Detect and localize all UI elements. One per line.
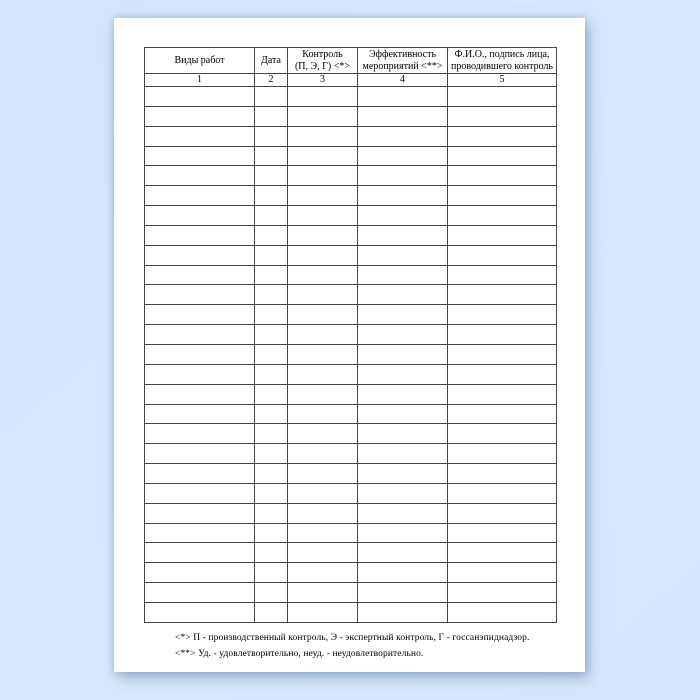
column-number-row bbox=[145, 74, 557, 87]
header-row bbox=[145, 48, 557, 74]
empty-cell bbox=[448, 424, 557, 444]
empty-cell bbox=[358, 602, 448, 622]
table-row bbox=[145, 206, 557, 226]
empty-cell bbox=[255, 245, 288, 265]
empty-cell bbox=[288, 523, 358, 543]
empty-cell bbox=[448, 543, 557, 563]
empty-cell bbox=[255, 583, 288, 603]
empty-cell bbox=[448, 404, 557, 424]
empty-cell bbox=[288, 106, 358, 126]
empty-cell bbox=[288, 146, 358, 166]
column-number-cell: 3 bbox=[288, 74, 358, 87]
empty-cell bbox=[358, 87, 448, 107]
empty-cell bbox=[448, 483, 557, 503]
empty-cell bbox=[288, 583, 358, 603]
empty-cell bbox=[288, 265, 358, 285]
empty-cell bbox=[255, 206, 288, 226]
empty-cell bbox=[255, 543, 288, 563]
empty-cell bbox=[145, 523, 255, 543]
empty-cell bbox=[288, 225, 358, 245]
empty-cell bbox=[358, 225, 448, 245]
empty-cell bbox=[448, 146, 557, 166]
empty-cell bbox=[448, 325, 557, 345]
empty-cell bbox=[145, 186, 255, 206]
empty-cell bbox=[288, 325, 358, 345]
footnotes bbox=[175, 630, 585, 662]
header-line: Контроль bbox=[302, 48, 343, 60]
empty-cell bbox=[288, 464, 358, 484]
empty-cell bbox=[448, 87, 557, 107]
empty-cell bbox=[358, 166, 448, 186]
empty-cell bbox=[358, 523, 448, 543]
table-row bbox=[145, 364, 557, 384]
empty-cell bbox=[448, 245, 557, 265]
empty-cell bbox=[145, 206, 255, 226]
empty-cell bbox=[145, 602, 255, 622]
empty-cell bbox=[358, 464, 448, 484]
table-row bbox=[145, 543, 557, 563]
empty-cell bbox=[358, 563, 448, 583]
header-line: Виды работ bbox=[174, 54, 225, 66]
table-row bbox=[145, 444, 557, 464]
table-row bbox=[145, 106, 557, 126]
empty-cell bbox=[358, 384, 448, 404]
empty-cell bbox=[255, 166, 288, 186]
empty-cell bbox=[255, 364, 288, 384]
header-line: Эффективность bbox=[368, 48, 437, 60]
empty-cell bbox=[145, 424, 255, 444]
empty-cell bbox=[448, 523, 557, 543]
table-row bbox=[145, 87, 557, 107]
column-header-work-types bbox=[145, 48, 255, 74]
empty-cell bbox=[145, 126, 255, 146]
empty-cell bbox=[145, 305, 255, 325]
document-page bbox=[114, 18, 585, 672]
empty-cell bbox=[255, 344, 288, 364]
empty-cell bbox=[255, 503, 288, 523]
empty-cell bbox=[358, 483, 448, 503]
empty-cell bbox=[288, 166, 358, 186]
empty-cell bbox=[358, 106, 448, 126]
empty-cell bbox=[288, 543, 358, 563]
empty-cell bbox=[145, 464, 255, 484]
empty-cell bbox=[255, 563, 288, 583]
table-row bbox=[145, 265, 557, 285]
table-row bbox=[145, 146, 557, 166]
table-row bbox=[145, 344, 557, 364]
empty-cell bbox=[145, 563, 255, 583]
empty-cell bbox=[448, 602, 557, 622]
empty-cell bbox=[288, 602, 358, 622]
header-line: Дата bbox=[261, 54, 281, 66]
control-log-table bbox=[144, 47, 557, 623]
empty-cell bbox=[145, 583, 255, 603]
empty-cell bbox=[145, 87, 255, 107]
footnote-line: <*> П - производственный контроль, Э - экспертный контроль, Г - госсанэпиднадзор. bbox=[175, 632, 530, 643]
empty-cell bbox=[288, 364, 358, 384]
table-row bbox=[145, 285, 557, 305]
column-header-control bbox=[288, 48, 358, 74]
table-row bbox=[145, 602, 557, 622]
empty-cell bbox=[255, 186, 288, 206]
empty-cell bbox=[145, 285, 255, 305]
empty-cell bbox=[448, 265, 557, 285]
table-row bbox=[145, 325, 557, 345]
header-line: проводившего контроль bbox=[451, 60, 553, 72]
empty-cell bbox=[288, 186, 358, 206]
empty-cell bbox=[448, 503, 557, 523]
table-row bbox=[145, 166, 557, 186]
empty-cell bbox=[358, 285, 448, 305]
empty-cell bbox=[255, 444, 288, 464]
empty-cell bbox=[448, 166, 557, 186]
header-line: (П, Э, Г) <*> bbox=[294, 60, 351, 72]
empty-cell bbox=[358, 543, 448, 563]
empty-cell bbox=[448, 583, 557, 603]
empty-cell bbox=[255, 404, 288, 424]
table-row bbox=[145, 245, 557, 265]
empty-cell bbox=[288, 384, 358, 404]
empty-cell bbox=[255, 464, 288, 484]
empty-cell bbox=[448, 186, 557, 206]
page-content bbox=[114, 18, 585, 662]
table-row bbox=[145, 384, 557, 404]
table-row bbox=[145, 523, 557, 543]
empty-cell bbox=[255, 146, 288, 166]
empty-cell bbox=[358, 424, 448, 444]
table-row bbox=[145, 503, 557, 523]
empty-cell bbox=[145, 245, 255, 265]
column-header-effectiveness bbox=[358, 48, 448, 74]
empty-cell bbox=[288, 503, 358, 523]
empty-cell bbox=[448, 464, 557, 484]
empty-cell bbox=[288, 126, 358, 146]
empty-cell bbox=[145, 225, 255, 245]
empty-cell bbox=[255, 523, 288, 543]
empty-cell bbox=[255, 225, 288, 245]
table-body bbox=[145, 87, 557, 623]
empty-cell bbox=[358, 583, 448, 603]
empty-cell bbox=[358, 404, 448, 424]
empty-cell bbox=[145, 384, 255, 404]
empty-cell bbox=[145, 146, 255, 166]
empty-cell bbox=[288, 483, 358, 503]
empty-cell bbox=[358, 305, 448, 325]
table-row bbox=[145, 186, 557, 206]
empty-cell bbox=[358, 444, 448, 464]
empty-cell bbox=[448, 126, 557, 146]
empty-cell bbox=[145, 325, 255, 345]
empty-cell bbox=[288, 424, 358, 444]
empty-cell bbox=[288, 444, 358, 464]
empty-cell bbox=[358, 126, 448, 146]
column-header-inspector-signature bbox=[448, 48, 557, 74]
empty-cell bbox=[255, 424, 288, 444]
empty-cell bbox=[288, 404, 358, 424]
empty-cell bbox=[448, 206, 557, 226]
empty-cell bbox=[145, 166, 255, 186]
empty-cell bbox=[145, 444, 255, 464]
empty-cell bbox=[145, 543, 255, 563]
empty-cell bbox=[288, 285, 358, 305]
empty-cell bbox=[255, 126, 288, 146]
empty-cell bbox=[255, 483, 288, 503]
header-line: Ф.И.О., подпись лица, bbox=[454, 48, 550, 60]
empty-cell bbox=[448, 285, 557, 305]
empty-cell bbox=[255, 384, 288, 404]
empty-cell bbox=[145, 265, 255, 285]
empty-cell bbox=[288, 245, 358, 265]
table-row bbox=[145, 563, 557, 583]
empty-cell bbox=[448, 384, 557, 404]
empty-cell bbox=[145, 483, 255, 503]
table-row bbox=[145, 126, 557, 146]
table-row bbox=[145, 583, 557, 603]
empty-cell bbox=[288, 206, 358, 226]
empty-cell bbox=[145, 344, 255, 364]
empty-cell bbox=[448, 444, 557, 464]
table-row bbox=[145, 483, 557, 503]
empty-cell bbox=[288, 305, 358, 325]
column-header-date bbox=[255, 48, 288, 74]
empty-cell bbox=[358, 146, 448, 166]
empty-cell bbox=[255, 265, 288, 285]
empty-cell bbox=[448, 106, 557, 126]
empty-cell bbox=[145, 503, 255, 523]
empty-cell bbox=[358, 186, 448, 206]
empty-cell bbox=[448, 364, 557, 384]
empty-cell bbox=[255, 87, 288, 107]
empty-cell bbox=[358, 325, 448, 345]
empty-cell bbox=[448, 344, 557, 364]
column-number-cell: 4 bbox=[358, 74, 448, 87]
empty-cell bbox=[288, 87, 358, 107]
footnote-line: <**> Уд. - удовлетворительно, неуд. - неудовлетворительно. bbox=[175, 648, 424, 659]
table-row bbox=[145, 424, 557, 444]
empty-cell bbox=[358, 245, 448, 265]
empty-cell bbox=[145, 106, 255, 126]
column-number-cell: 2 bbox=[255, 74, 288, 87]
empty-cell bbox=[145, 404, 255, 424]
empty-cell bbox=[288, 563, 358, 583]
empty-cell bbox=[255, 602, 288, 622]
empty-cell bbox=[288, 344, 358, 364]
empty-cell bbox=[358, 364, 448, 384]
table-row bbox=[145, 225, 557, 245]
empty-cell bbox=[448, 225, 557, 245]
empty-cell bbox=[358, 344, 448, 364]
empty-cell bbox=[145, 364, 255, 384]
empty-cell bbox=[448, 563, 557, 583]
table-row bbox=[145, 464, 557, 484]
empty-cell bbox=[448, 305, 557, 325]
table-row bbox=[145, 404, 557, 424]
empty-cell bbox=[358, 265, 448, 285]
table-row bbox=[145, 305, 557, 325]
empty-cell bbox=[358, 503, 448, 523]
empty-cell bbox=[255, 305, 288, 325]
header-line: мероприятий <**> bbox=[362, 60, 443, 72]
empty-cell bbox=[358, 206, 448, 226]
column-number-cell: 5 bbox=[448, 74, 557, 87]
empty-cell bbox=[255, 106, 288, 126]
empty-cell bbox=[255, 285, 288, 305]
empty-cell bbox=[255, 325, 288, 345]
column-number-cell: 1 bbox=[145, 74, 255, 87]
